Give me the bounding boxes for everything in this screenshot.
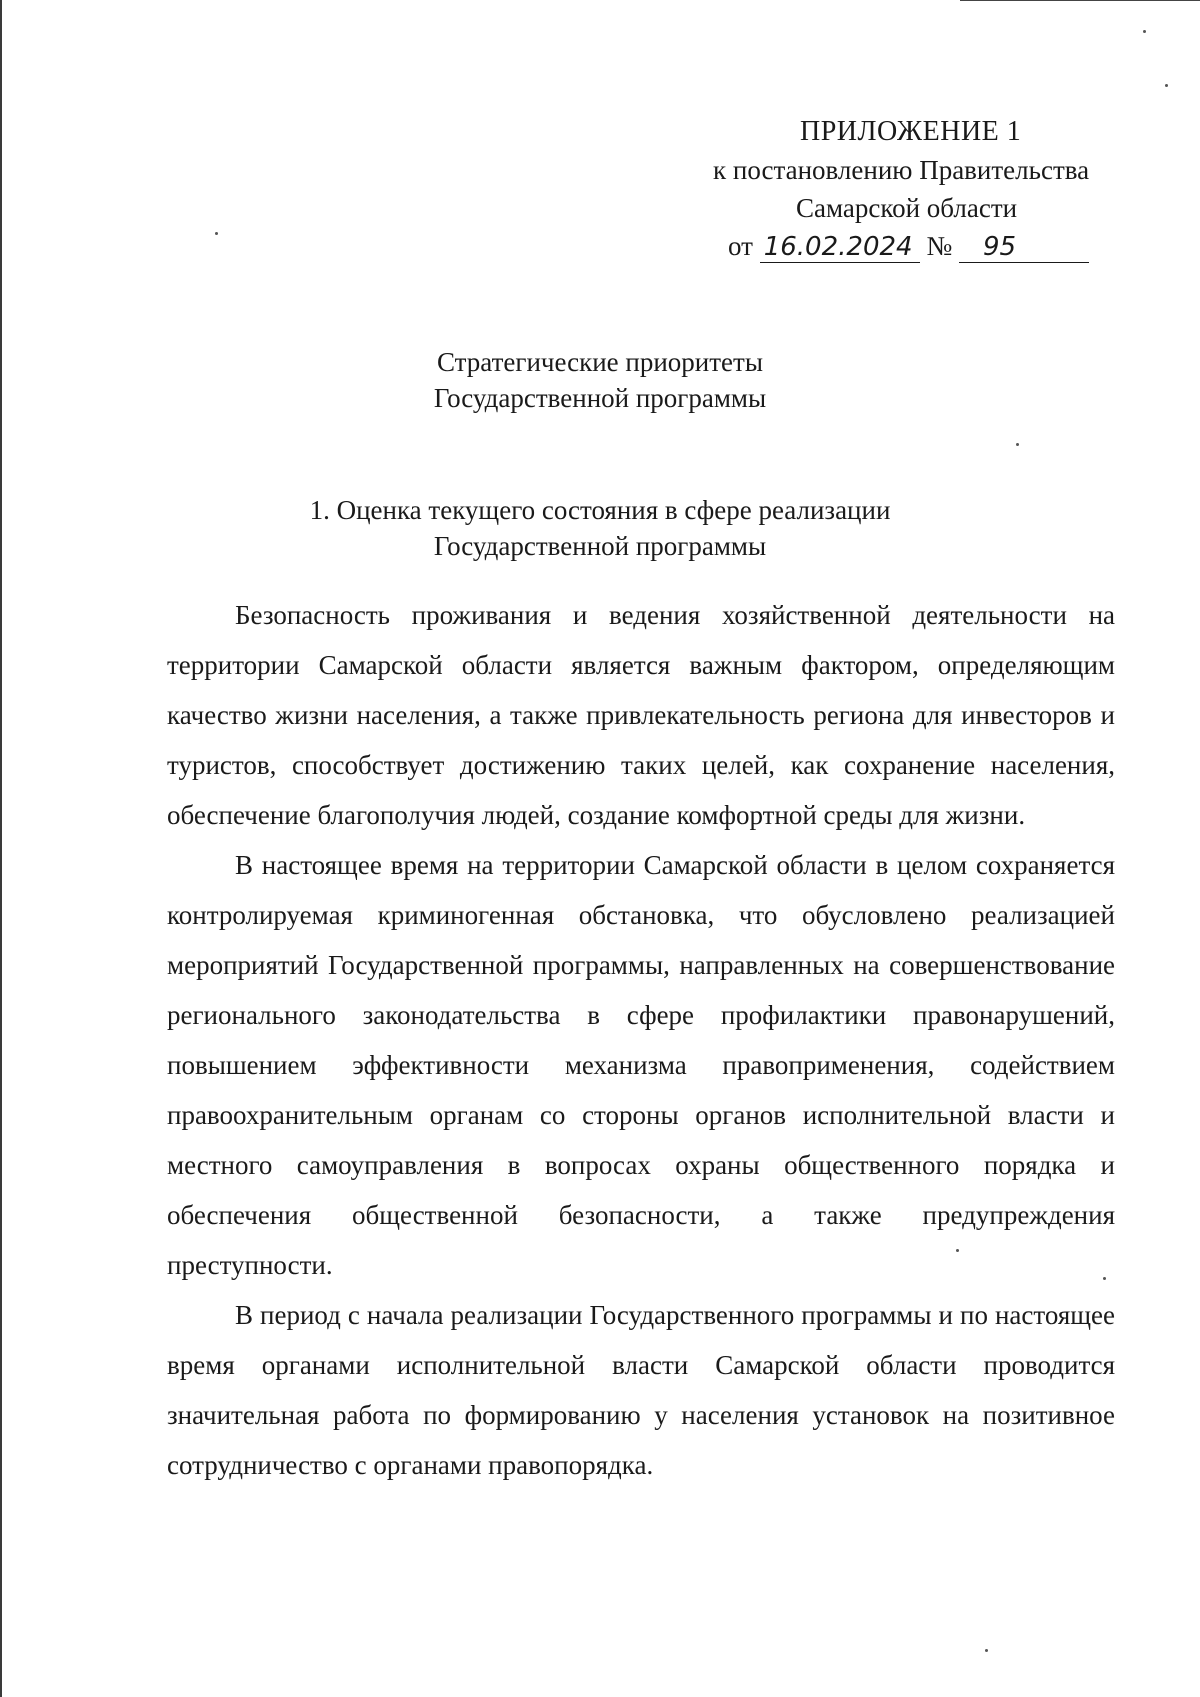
paragraph: Безопасность проживания и ведения хозяйственной деятельности на территории Самарской области является важным фактором, определяющим качество жизни населения, а также привлекательность региона для инвесторов и туристов, способствует достижению таких целей, как сохранение населения, обеспечение благополучия людей, создание комфортной среды для жизни. (167, 600, 1115, 830)
scan-speck (215, 232, 218, 235)
paragraph: В настоящее время на территории Самарской области в целом сохраняется контролируемая криминогенная обстановка, что обусловлено реализацией мероприятий Государственной программы, направленных на совершенствование регионального законодательства в сфере профилактики правонарушений, повышением эффективности механизма правоприменения, содействием правоохранительным органам со стороны органов исполнительной власти и местного самоуправления в вопросах охраны общественного порядка и обеспечения общественной безопасности, а также предупреждения преступности. (167, 850, 1115, 1280)
section-heading-line-2: Государственной программы (433, 531, 767, 561)
section-heading (0, 492, 1200, 564)
appendix-date-number-row (728, 228, 1089, 264)
paragraph: В период с начала реализации Государственного программы и по настоящее время органами исполнительной власти Самарской области проводится значительная работа по формированию у населения установок на позитивное сотрудничество с органами правопорядка. (167, 1300, 1115, 1480)
document-title-line-2: Государственной программы (433, 383, 767, 413)
appendix-resolution-ref: к постановлению Правительства (713, 155, 1090, 185)
body-text (167, 590, 1115, 1490)
scan-speck (1143, 30, 1146, 33)
scan-left-edge (0, 0, 2, 1697)
scan-top-edge (960, 0, 1200, 1)
document-title-line-1: Стратегические приоритеты (437, 347, 763, 377)
appendix-title: ПРИЛОЖЕНИЕ 1 (800, 116, 1022, 147)
scan-speck (1165, 84, 1168, 87)
section-heading-line-1: 1. Оценка текущего состояния в сфере реализации (309, 495, 891, 525)
appendix-region: Самарской области (796, 193, 1018, 223)
scan-speck (985, 1649, 988, 1652)
scan-speck (1016, 443, 1019, 446)
number-prefix: № (926, 231, 953, 261)
handwritten-date: 16.02.2024 (760, 232, 920, 263)
document-title (0, 344, 1200, 416)
handwritten-number: 95 (959, 232, 1089, 263)
date-prefix: от (728, 231, 753, 261)
